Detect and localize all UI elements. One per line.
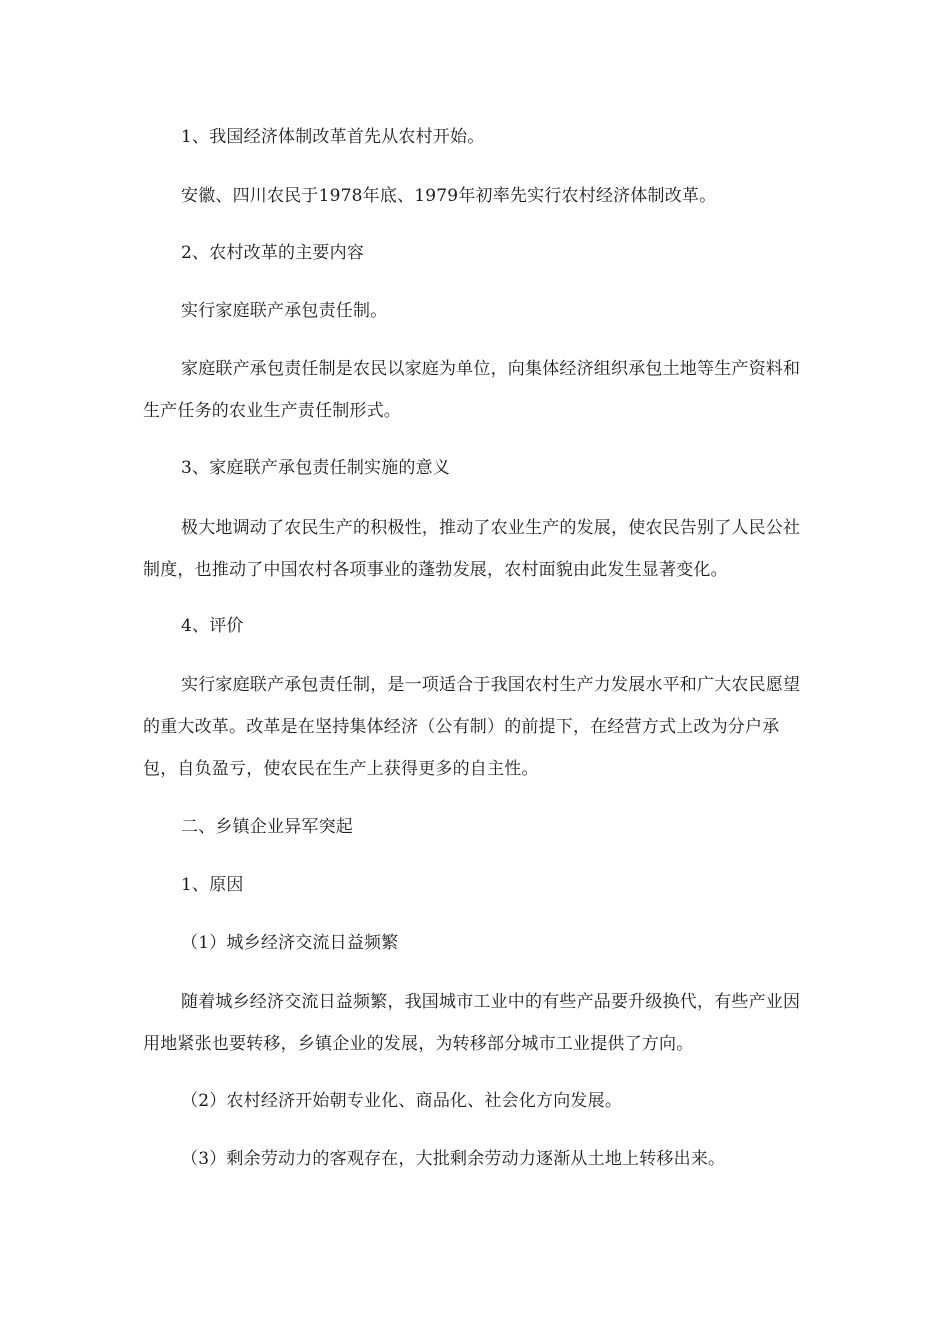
paragraph-text: 家庭联产承包责任制是农民以家庭为单位，向集体经济组织承包土地等生产资料和生产任务的农业生产责任制形式。 — [143, 359, 801, 421]
section-heading: 二、乡镇企业异军突起 — [181, 817, 353, 837]
paragraph-heading-3: 3、家庭联产承包责任制实施的意义 — [181, 458, 451, 478]
paragraph-subheading: （3）剩余劳动力的客观存在，大批剩余劳动力逐渐从土地上转移出来。 — [181, 1149, 726, 1169]
paragraph-heading-1: 1、我国经济体制改革首先从农村开始。 — [181, 127, 485, 147]
paragraph-heading-4: 4、评价 — [181, 616, 244, 636]
paragraph-text: 实行家庭联产承包责任制。 — [181, 301, 388, 321]
paragraph-text: 极大地调动了农民生产的积极性，推动了农业生产的发展，使农民告别了人民公社制度，也推动了中国农村各项事业的蓬勃发展，农村面貌由此发生显著变化。 — [143, 518, 801, 580]
paragraph-heading-1: 1、原因 — [181, 875, 244, 895]
paragraph-text: 随着城乡经济交流日益频繁，我国城市工业中的有些产品要升级换代，有些产业因用地紧张也要转移，乡镇企业的发展，为转移部分城市工业提供了方向。 — [143, 992, 801, 1054]
paragraph-text: 实行家庭联产承包责任制，是一项适合于我国农村生产力发展水平和广大农民愿望的重大改革。改革是在坚持集体经济（公有制）的前提下，在经营方式上改为分户承包，自负盈亏，使农民在生产上获得更多的自主性。 — [143, 675, 801, 779]
paragraph-subheading: （1）城乡经济交流日益频繁 — [181, 933, 399, 953]
paragraph-subheading: （2）农村经济开始朝专业化、商品化、社会化方向发展。 — [181, 1091, 623, 1111]
paragraph-heading-2: 2、农村改革的主要内容 — [181, 243, 365, 263]
paragraph-text: 安徽、四川农民于1978年底、1979年初率先实行农村经济体制改革。 — [181, 186, 717, 206]
